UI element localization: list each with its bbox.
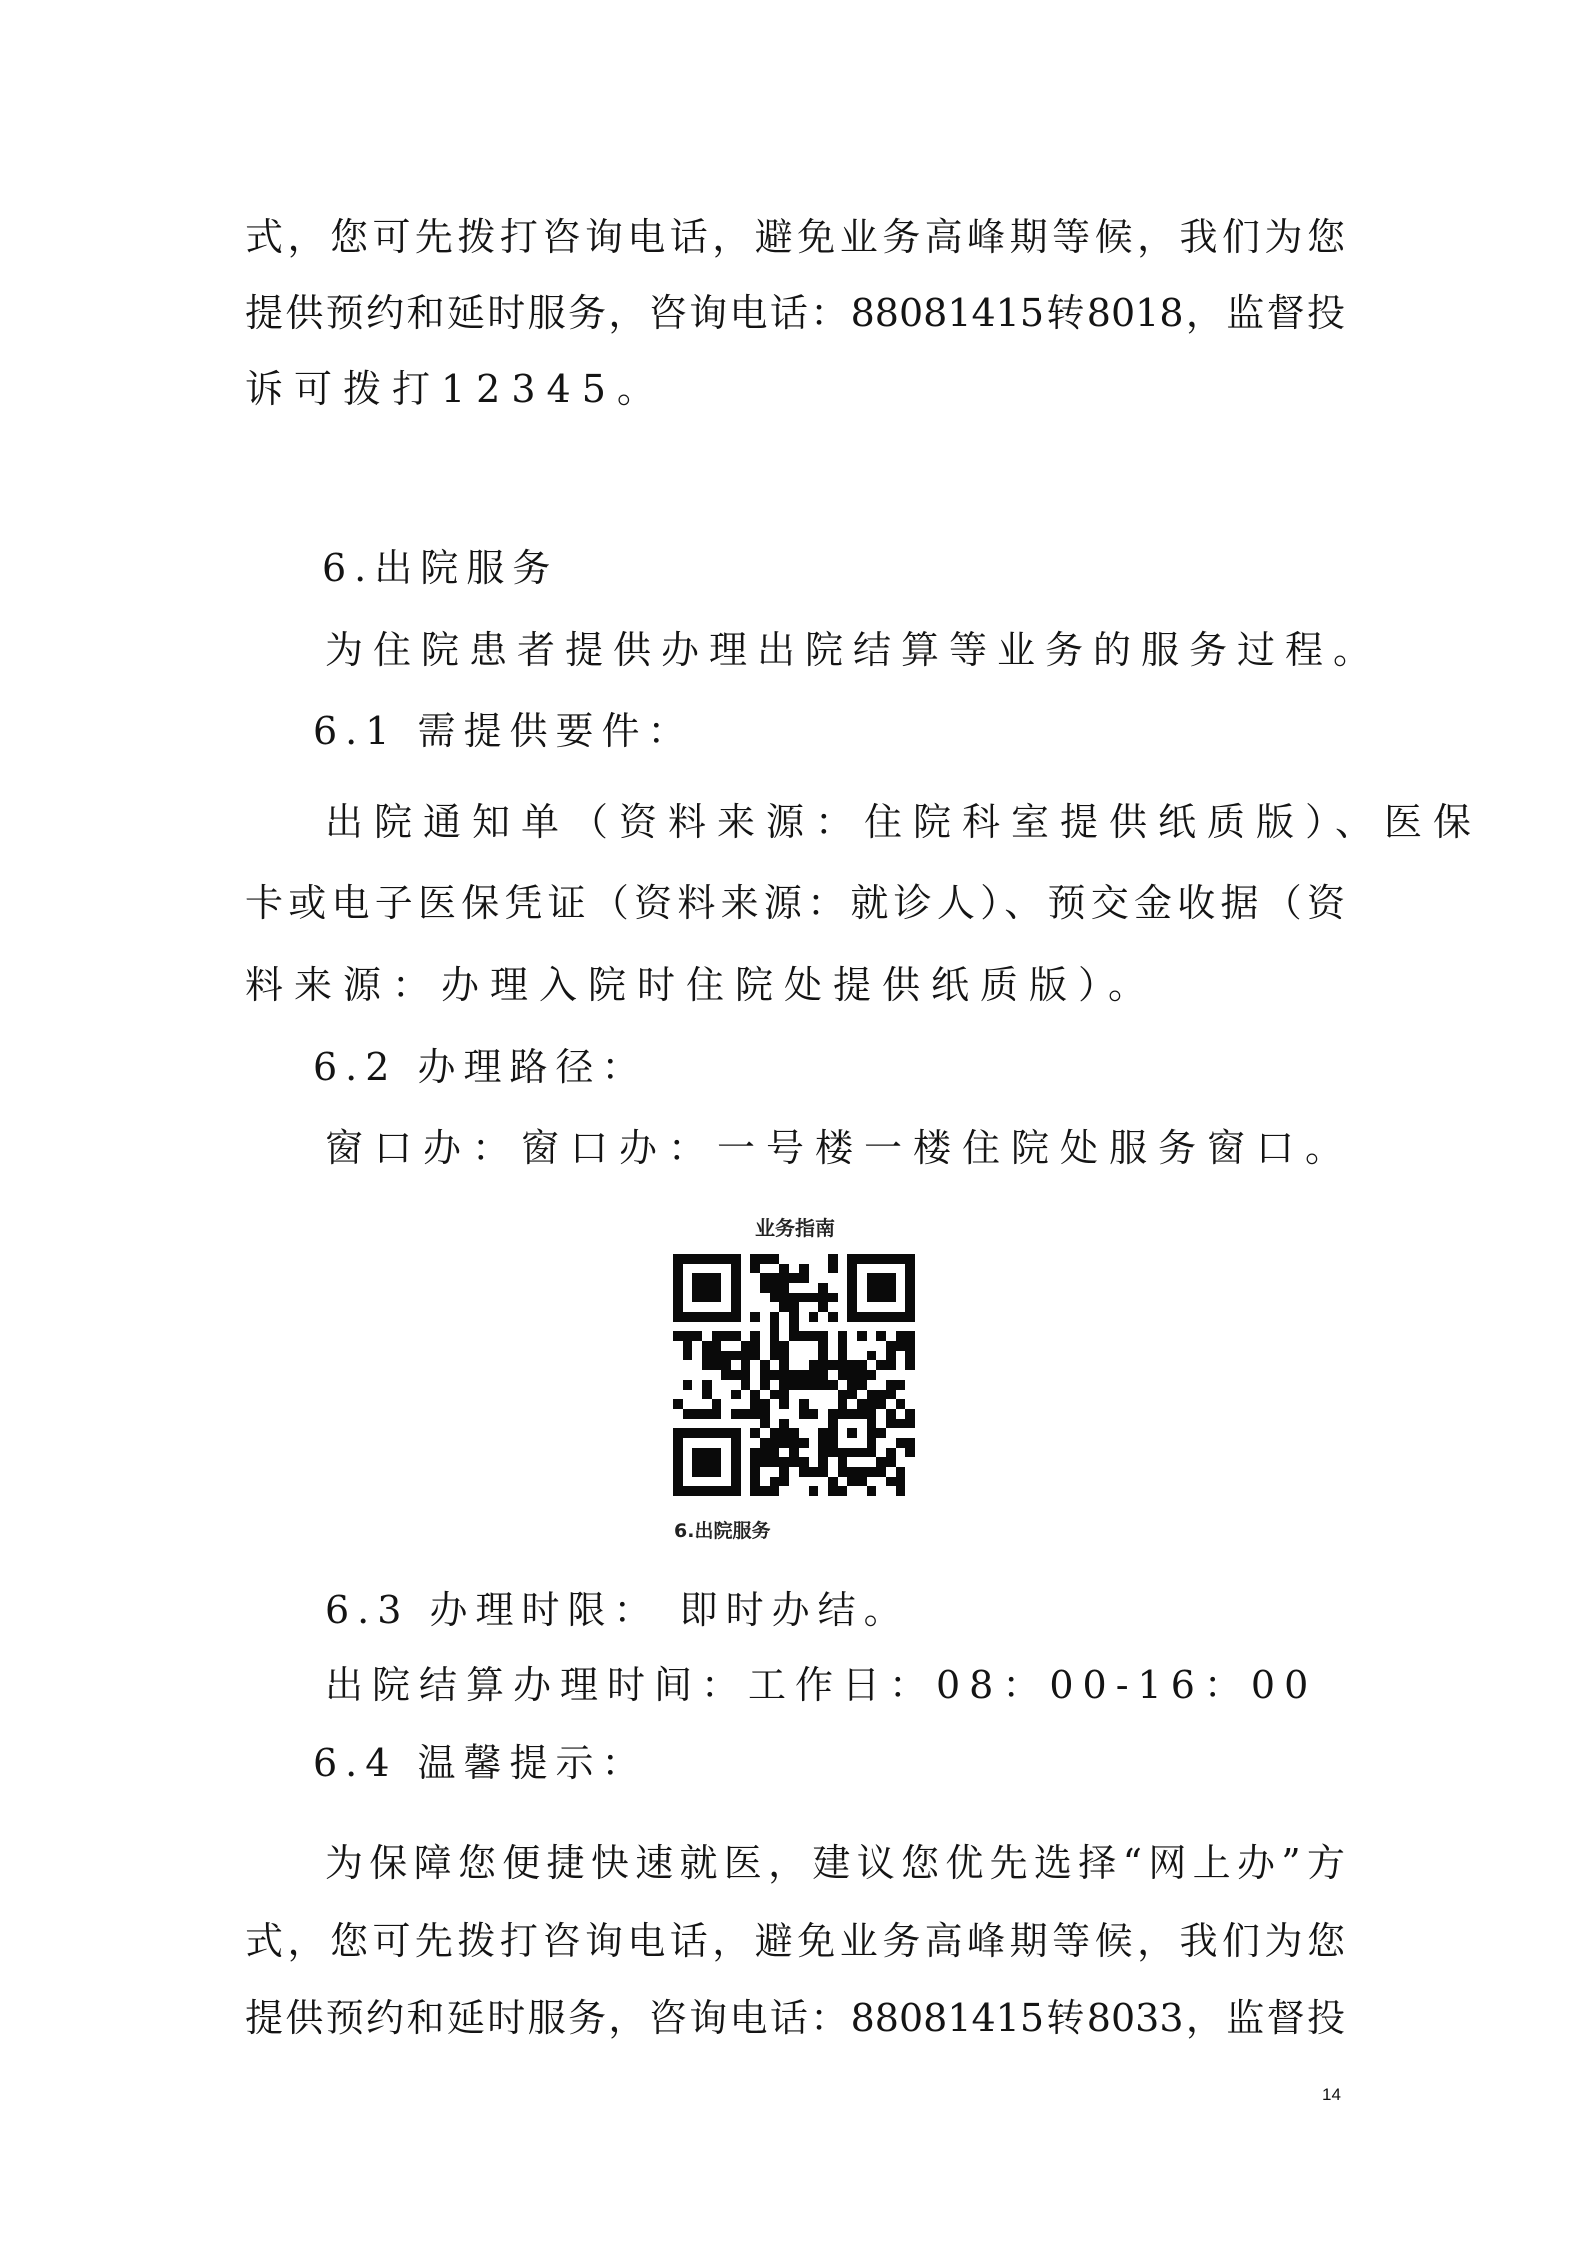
paragraph-line: 式，您可先拨打咨询电话，避免业务高峰期等候，我们为您: [245, 1919, 1345, 1963]
paragraph-line: 诉可拨打12345。: [245, 367, 666, 411]
qr-code-caption: 6.出院服务: [674, 1520, 771, 1542]
paragraph-line: 式，您可先拨打咨询电话，避免业务高峰期等候，我们为您: [245, 215, 1345, 259]
qr-code-block: [660, 1215, 930, 1555]
paragraph-line: 料来源：办理入院时住院处提供纸质版）。: [245, 963, 1158, 1007]
paragraph-line: 提供预约和延时服务，咨询电话：88081415转8033，监督投: [245, 1996, 1345, 2040]
subsection-heading-6-2: 6.2 办理路径：: [313, 1045, 648, 1089]
paragraph-line: 窗口办：窗口办：一号楼一楼住院处服务窗口。: [325, 1126, 1355, 1170]
subsection-heading-6-1: 6.1 需提供要件：: [313, 709, 694, 753]
qr-code-title: 业务指南: [755, 1216, 835, 1240]
qr-code-icon[interactable]: [673, 1254, 915, 1496]
paragraph-line: 为保障您便捷快速就医，建议您优先选择“网上办”方: [325, 1841, 1345, 1885]
paragraph-line: 卡或电子医保凭证（资料来源：就诊人）、预交金收据（资: [245, 881, 1345, 925]
paragraph-line: 出院通知单（资料来源：住院科室提供纸质版）、医保: [325, 800, 1483, 844]
section-description: 为住院患者提供办理出院结算等业务的服务过程。: [325, 628, 1382, 672]
section-title: 6.出院服务: [322, 546, 559, 590]
subsection-heading-label: 6.3 办理时限：: [325, 1588, 660, 1632]
page-number: 14: [1322, 2085, 1341, 2104]
paragraph-line: 提供预约和延时服务，咨询电话：88081415转8018，监督投: [245, 291, 1345, 335]
subsection-heading-value: 即时办结。: [659, 1588, 910, 1632]
paragraph-line: 出院结算办理时间：工作日：08：00-16：00: [325, 1663, 1318, 1707]
subsection-heading-6-3: [325, 1585, 1435, 1635]
subsection-heading-6-4: 6.4 温馨提示：: [313, 1741, 648, 1785]
